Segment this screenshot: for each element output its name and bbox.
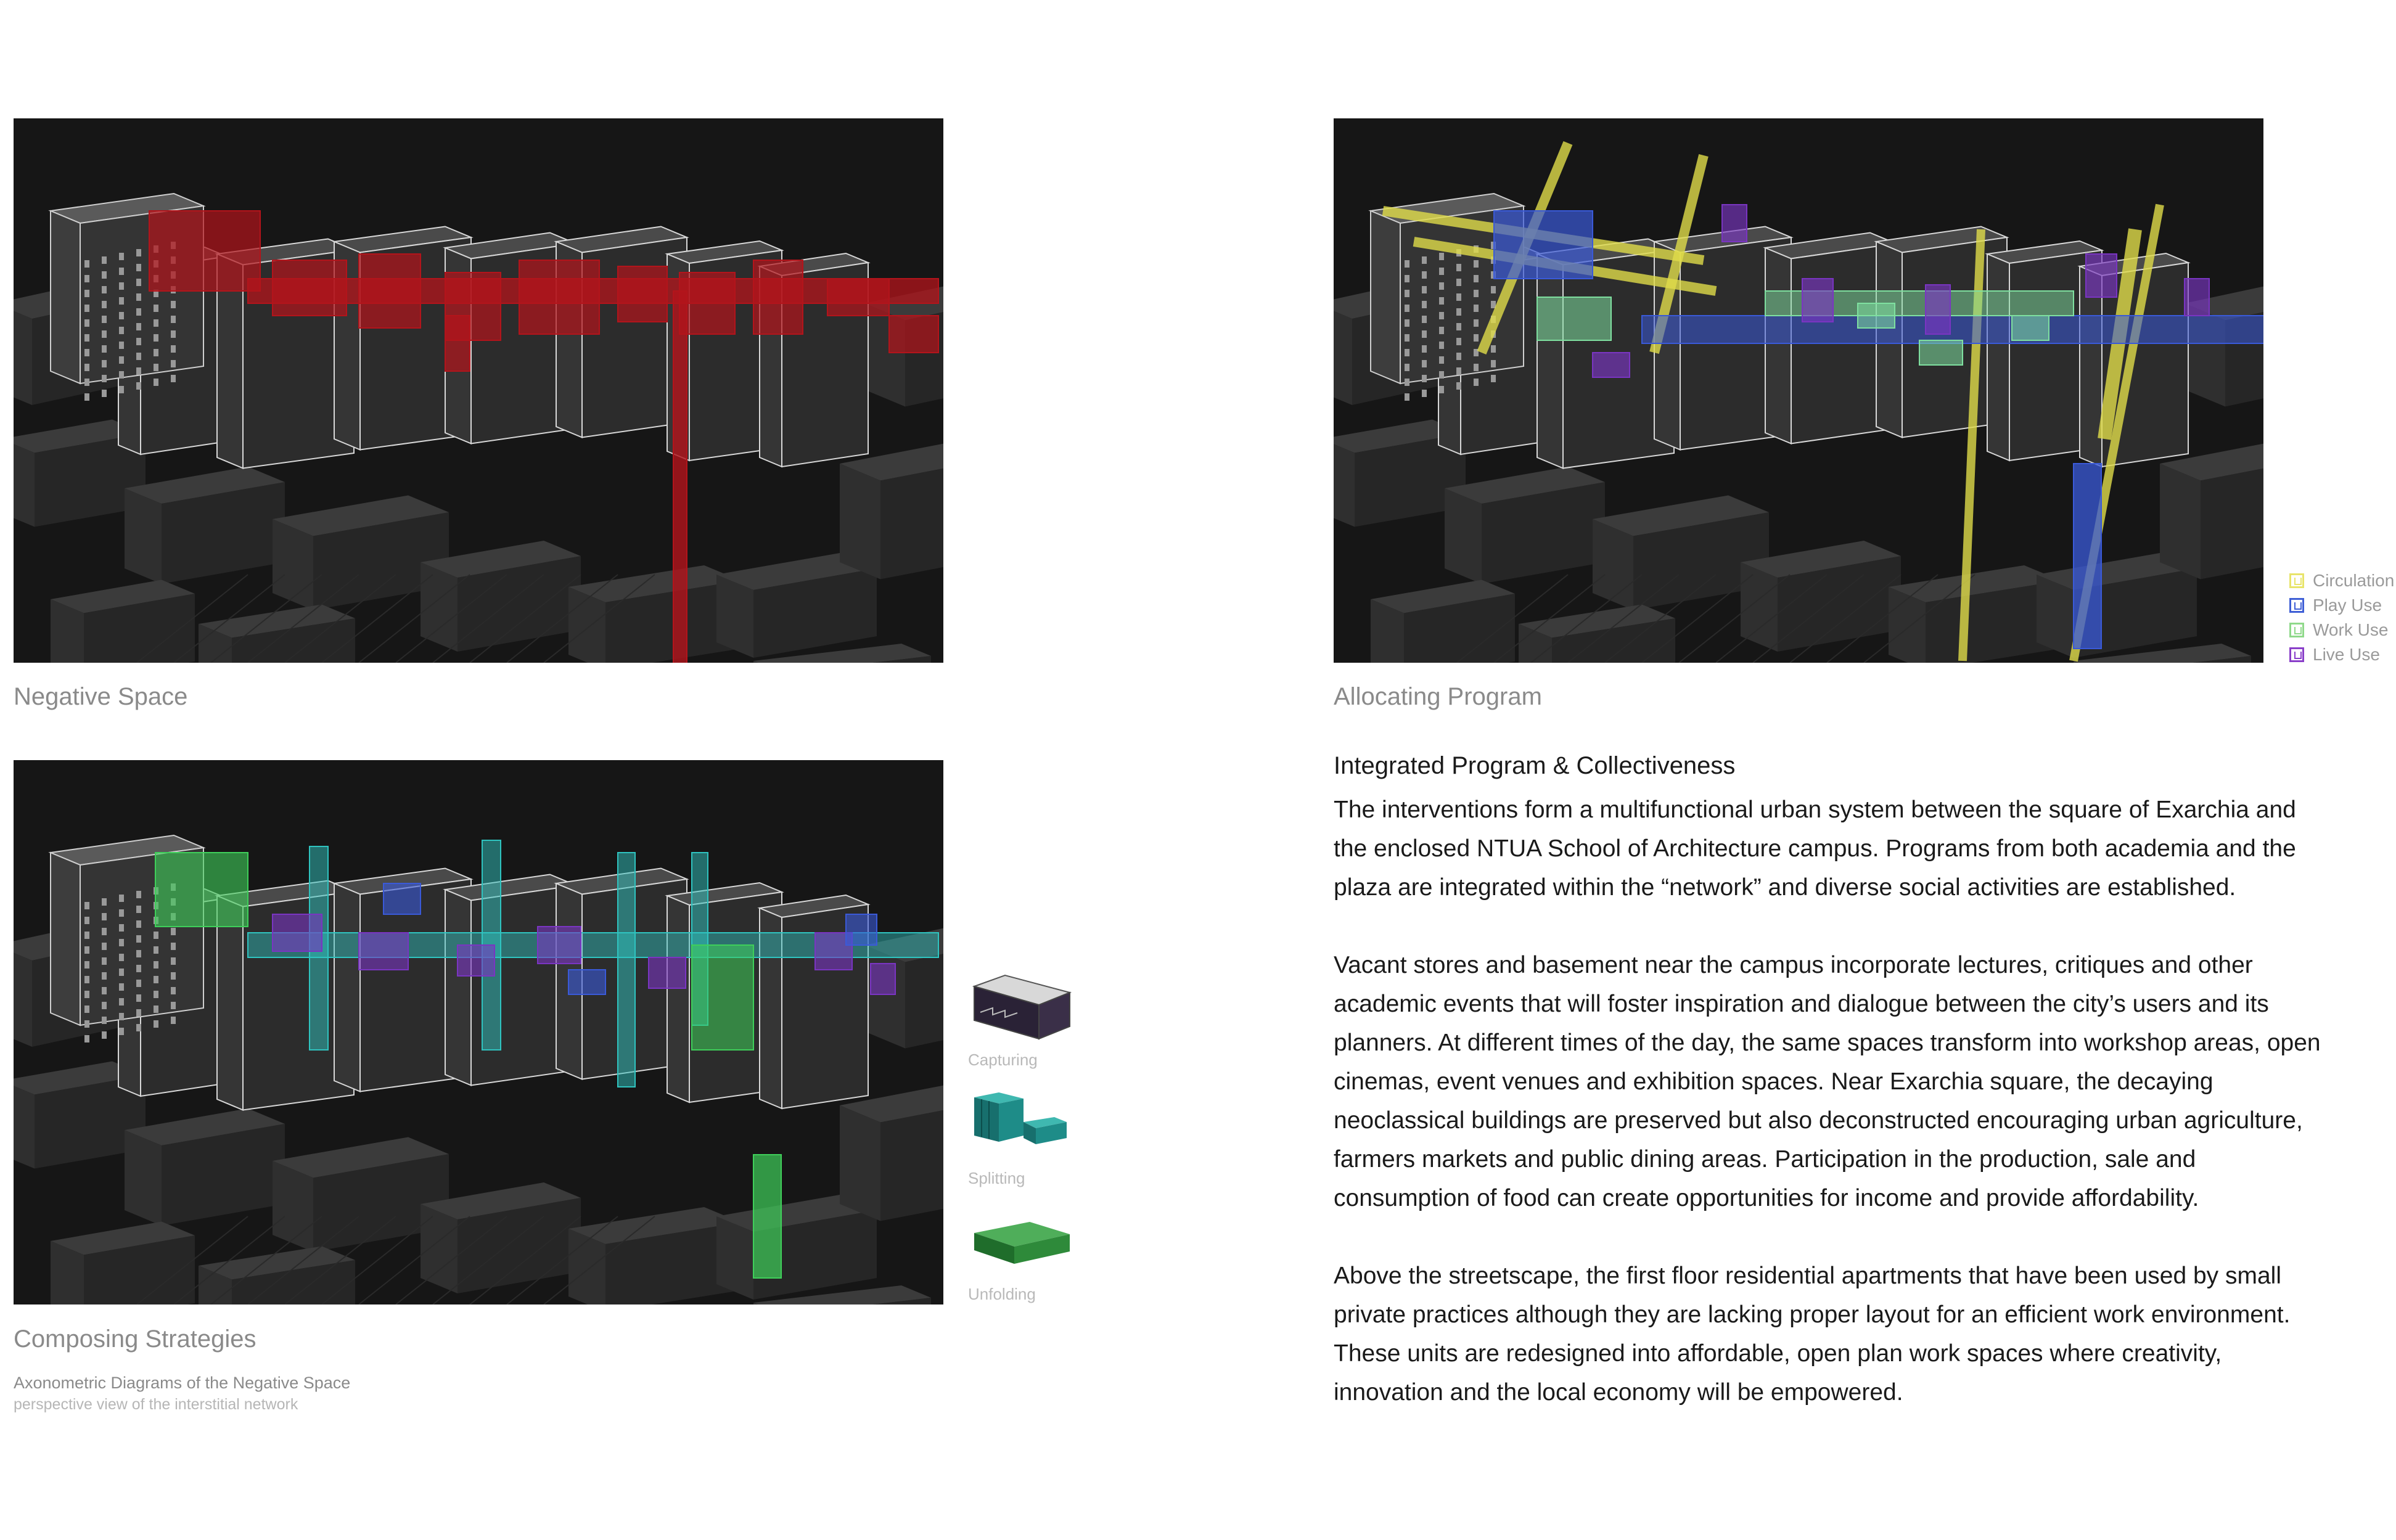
window xyxy=(171,375,176,382)
context-building xyxy=(840,1082,943,1221)
window xyxy=(119,909,124,917)
allocating-program-render xyxy=(1334,118,2263,663)
window xyxy=(84,349,89,356)
window xyxy=(1422,375,1427,382)
window xyxy=(102,928,107,935)
window xyxy=(154,946,158,954)
window xyxy=(1405,305,1409,312)
window xyxy=(119,939,124,946)
window xyxy=(171,1002,176,1009)
window xyxy=(84,260,89,268)
window xyxy=(154,932,158,939)
window xyxy=(102,1002,107,1009)
window xyxy=(102,360,107,367)
window xyxy=(136,264,141,271)
window xyxy=(119,282,124,290)
window xyxy=(136,1024,141,1031)
window xyxy=(1439,282,1444,290)
window xyxy=(1422,360,1427,367)
window xyxy=(1405,379,1409,386)
window xyxy=(102,972,107,980)
window xyxy=(154,305,158,312)
window xyxy=(1422,390,1427,397)
window xyxy=(1405,319,1409,327)
negative-volume xyxy=(445,316,470,371)
window xyxy=(84,961,89,969)
strategy-capturing: Capturing xyxy=(968,974,1073,1051)
live-use-volume xyxy=(1722,205,1747,242)
program-legend xyxy=(2289,568,2394,667)
window xyxy=(1474,319,1479,327)
window xyxy=(119,297,124,305)
window xyxy=(171,957,176,965)
window xyxy=(1439,371,1444,379)
window xyxy=(136,308,141,316)
window xyxy=(84,319,89,327)
window xyxy=(84,1006,89,1013)
window xyxy=(154,1020,158,1028)
negative-volume xyxy=(273,260,347,316)
window xyxy=(1439,327,1444,334)
window xyxy=(1422,256,1427,264)
work-use-volume xyxy=(1858,303,1895,328)
window xyxy=(119,268,124,275)
play-use-icon xyxy=(2289,598,2304,613)
window xyxy=(84,379,89,386)
window xyxy=(84,991,89,998)
window xyxy=(1405,290,1409,297)
window xyxy=(136,323,141,330)
window xyxy=(136,382,141,390)
window xyxy=(1456,382,1461,390)
window xyxy=(84,364,89,371)
window xyxy=(119,342,124,349)
window xyxy=(154,379,158,386)
unfolding-icon xyxy=(968,1221,1073,1282)
window xyxy=(1474,305,1479,312)
window xyxy=(84,976,89,983)
play-use-volume xyxy=(1642,316,2263,343)
legend-item-work-use: Work Use xyxy=(2289,618,2394,642)
paragraph-3: Above the streetscape, the first floor residential apartments that have been used by small private practices although they are lacking proper layout for an efficient work environment. These units are redesigned into affordable, open plan work spaces where creativity, innovation and the local economy will be empowered. xyxy=(1334,1263,2291,1406)
window xyxy=(1439,253,1444,260)
window xyxy=(102,330,107,338)
axonometric-subtitle: perspective view of the interstitial network xyxy=(14,1396,298,1413)
context-building xyxy=(1371,580,1515,663)
window xyxy=(102,1031,107,1039)
window xyxy=(84,305,89,312)
window xyxy=(136,906,141,913)
context-building xyxy=(2160,440,2263,580)
context-building xyxy=(568,1207,741,1304)
live-use-volume xyxy=(2185,279,2209,316)
window xyxy=(136,935,141,943)
window xyxy=(119,924,124,932)
unfolding-volume xyxy=(753,1155,781,1278)
window xyxy=(119,386,124,393)
play-use-volume xyxy=(1494,211,1593,279)
splitting-icon xyxy=(968,1092,1073,1166)
window xyxy=(1456,264,1461,271)
window xyxy=(84,1020,89,1028)
window xyxy=(1422,316,1427,323)
window xyxy=(1439,312,1444,319)
context-building xyxy=(1889,565,2061,663)
legend-item-circulation: Circulation xyxy=(2289,568,2394,593)
window xyxy=(1405,349,1409,356)
window xyxy=(136,1009,141,1017)
negative-volume xyxy=(149,211,260,291)
window xyxy=(119,983,124,991)
window xyxy=(154,1006,158,1013)
context-building xyxy=(125,467,285,584)
window xyxy=(1439,386,1444,393)
window xyxy=(119,998,124,1006)
negative-volume xyxy=(827,279,889,316)
window xyxy=(136,249,141,256)
negative-volume xyxy=(753,260,803,334)
window xyxy=(102,301,107,308)
context-building xyxy=(2037,553,2197,658)
work-use-icon xyxy=(2289,623,2304,637)
window xyxy=(1474,290,1479,297)
window xyxy=(136,367,141,375)
window xyxy=(1474,260,1479,268)
window xyxy=(84,290,89,297)
window xyxy=(1456,353,1461,360)
window xyxy=(119,969,124,976)
window xyxy=(102,316,107,323)
allocating-program-diagram xyxy=(1334,118,2263,663)
negative-volume xyxy=(679,272,735,334)
window xyxy=(1474,379,1479,386)
window xyxy=(84,932,89,939)
window xyxy=(171,345,176,353)
window xyxy=(119,954,124,961)
live-use-icon xyxy=(2289,647,2304,662)
window xyxy=(84,334,89,342)
window xyxy=(84,946,89,954)
window xyxy=(102,390,107,397)
window xyxy=(1491,345,1496,353)
window xyxy=(84,275,89,282)
play-use-volume xyxy=(2074,464,2101,649)
window xyxy=(1405,364,1409,371)
window xyxy=(119,895,124,902)
live-use-volume xyxy=(273,914,322,951)
context-building xyxy=(716,1195,877,1300)
window xyxy=(1456,308,1461,316)
window xyxy=(136,338,141,345)
window xyxy=(154,334,158,342)
window xyxy=(84,393,89,401)
context-building xyxy=(716,553,877,658)
window xyxy=(1422,286,1427,293)
window xyxy=(1439,342,1444,349)
window xyxy=(1456,279,1461,286)
window xyxy=(1422,271,1427,279)
window xyxy=(171,987,176,994)
window xyxy=(154,364,158,371)
unfolding-volume xyxy=(155,853,248,927)
window xyxy=(1474,275,1479,282)
window xyxy=(171,1017,176,1024)
window xyxy=(136,950,141,957)
window xyxy=(1474,364,1479,371)
window xyxy=(171,928,176,935)
live-use-volume xyxy=(649,957,686,988)
window xyxy=(1439,356,1444,364)
window xyxy=(136,980,141,987)
play-use-volume xyxy=(846,914,877,945)
window xyxy=(171,943,176,950)
window xyxy=(171,360,176,367)
window xyxy=(102,898,107,906)
live-use-volume xyxy=(457,945,494,976)
work-use-volume xyxy=(1919,340,1963,365)
window xyxy=(1405,275,1409,282)
window xyxy=(154,349,158,356)
capturing-icon xyxy=(968,974,1073,1048)
window xyxy=(136,293,141,301)
negative-volume xyxy=(519,260,599,334)
negative-space-diagram xyxy=(14,118,943,663)
window xyxy=(1439,297,1444,305)
window xyxy=(102,943,107,950)
context-building xyxy=(1445,467,1605,584)
window xyxy=(119,312,124,319)
window xyxy=(136,353,141,360)
window xyxy=(1491,286,1496,293)
window xyxy=(1422,330,1427,338)
paragraph-2: Vacant stores and basement near the campus incorporate lectures, critiques and other academic events that will foster inspiration and dialogue between the city’s users and its planners. At different times of the day, the same spaces transform into workshop areas, open cinemas, event venues and exhibition spaces. Near Exarchia square, the decaying neoclassical buildings are preserved but also deconstructed encouraging urban agriculture, farmers markets and public dining areas. Participation in the production, sale and consumption of food can create opportunities for income and provide affordability. xyxy=(1334,952,2321,1211)
window xyxy=(136,920,141,928)
window xyxy=(1422,301,1427,308)
window xyxy=(1456,367,1461,375)
strategy-unfolding: Unfolding xyxy=(968,1221,1073,1285)
axonometric-title: Axonometric Diagrams of the Negative Space xyxy=(14,1374,351,1392)
composing-strategies-render xyxy=(14,760,943,1304)
window xyxy=(102,256,107,264)
play-use-volume xyxy=(568,970,605,994)
window xyxy=(1491,360,1496,367)
legend-item-live-use: Live Use xyxy=(2289,642,2394,667)
window xyxy=(119,253,124,260)
window xyxy=(1474,334,1479,342)
window xyxy=(171,316,176,323)
paragraph-1: The interventions form a multifunctional urban system between the square of Exarchia and the enclosed NTUA School of Architecture campus. Programs from both academia and the plaza are integrated within the “network” and diverse social activities are established. xyxy=(1334,797,2296,901)
negative-volume xyxy=(359,254,421,328)
window xyxy=(102,1017,107,1024)
legend-item-play-use: Play Use xyxy=(2289,593,2394,618)
live-use-volume xyxy=(1802,279,1833,322)
negative-volume xyxy=(618,266,667,322)
window xyxy=(102,913,107,920)
context-building xyxy=(568,565,741,663)
window xyxy=(1491,375,1496,382)
window xyxy=(1439,268,1444,275)
window xyxy=(119,1013,124,1020)
window xyxy=(136,994,141,1002)
strategy-splitting: Splitting xyxy=(968,1092,1073,1169)
window xyxy=(136,891,141,898)
window xyxy=(154,991,158,998)
window xyxy=(1405,393,1409,401)
window xyxy=(84,1035,89,1042)
window xyxy=(154,961,158,969)
window xyxy=(154,319,158,327)
composing-strategies-diagram xyxy=(14,760,943,1304)
live-use-volume xyxy=(2086,254,2117,297)
window xyxy=(119,356,124,364)
live-use-volume xyxy=(1926,285,1950,334)
context-building xyxy=(51,1222,195,1305)
window xyxy=(1456,293,1461,301)
window xyxy=(102,271,107,279)
context-building xyxy=(840,440,943,580)
splitting-volume xyxy=(618,853,635,1087)
window xyxy=(102,345,107,353)
window xyxy=(102,987,107,994)
window xyxy=(1422,345,1427,353)
window xyxy=(136,965,141,972)
window xyxy=(1456,323,1461,330)
window xyxy=(102,375,107,382)
negative-space-render xyxy=(14,118,943,663)
window xyxy=(136,279,141,286)
negative-volume xyxy=(889,316,938,353)
work-use-volume xyxy=(1537,297,1611,340)
window xyxy=(102,286,107,293)
window xyxy=(171,301,176,308)
allocating-program-caption: Allocating Program xyxy=(1334,683,1542,710)
live-use-volume xyxy=(1593,353,1630,377)
negative-volume xyxy=(673,291,687,663)
window xyxy=(171,972,176,980)
window xyxy=(1405,334,1409,342)
window xyxy=(119,371,124,379)
negative-space-caption: Negative Space xyxy=(14,683,188,710)
window xyxy=(154,976,158,983)
window xyxy=(84,902,89,909)
window xyxy=(119,327,124,334)
live-use-volume xyxy=(359,933,408,970)
context-building xyxy=(125,1108,285,1226)
window xyxy=(1456,338,1461,345)
circulation-icon xyxy=(2289,573,2304,588)
window xyxy=(84,917,89,924)
unfolding-volume xyxy=(692,945,753,1050)
window xyxy=(102,957,107,965)
live-use-volume xyxy=(871,964,895,994)
window xyxy=(1405,260,1409,268)
live-use-volume xyxy=(538,927,581,964)
context-building xyxy=(51,580,195,663)
window xyxy=(119,1028,124,1035)
composing-strategies-caption: Composing Strategies xyxy=(14,1325,256,1353)
window xyxy=(171,330,176,338)
work-use-volume xyxy=(2012,316,2049,340)
play-use-volume xyxy=(384,883,421,914)
section-heading: Integrated Program & Collectiveness xyxy=(1334,752,1736,779)
